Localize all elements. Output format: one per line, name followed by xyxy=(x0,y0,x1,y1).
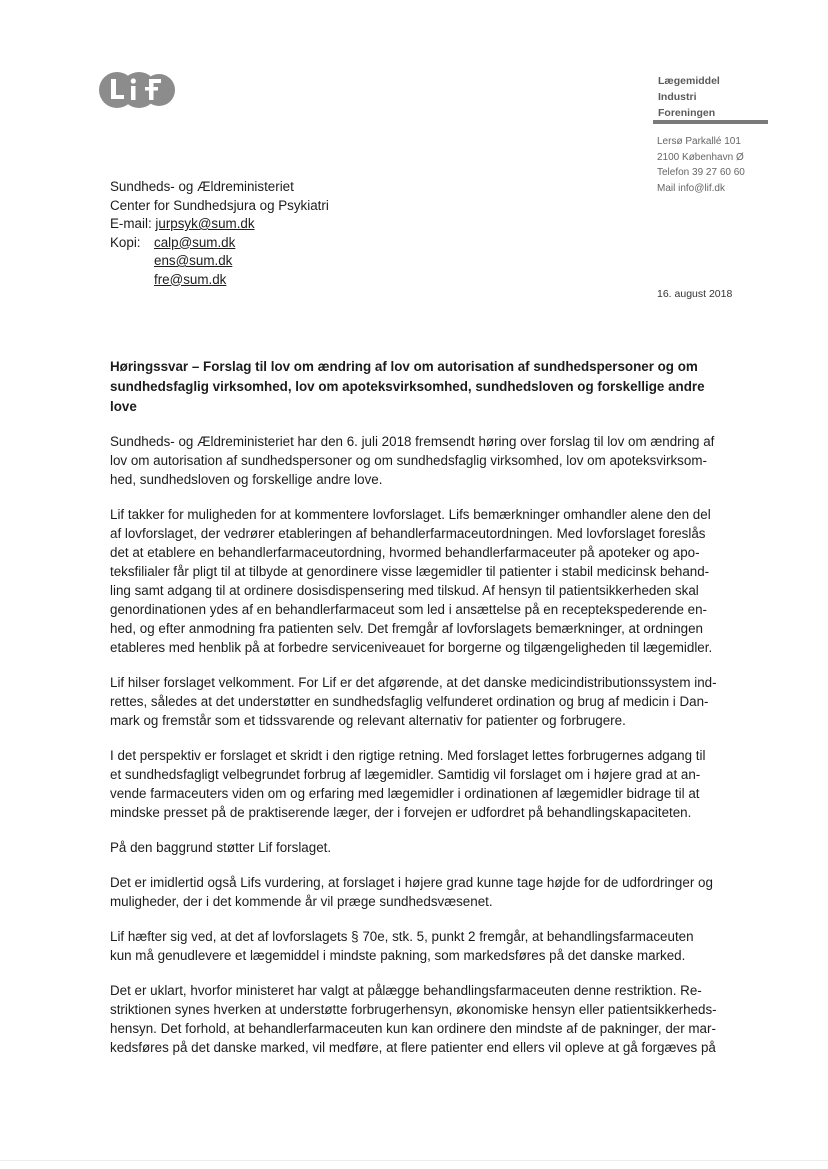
body-paragraph xyxy=(110,873,720,911)
paragraph-line: genordinationen ydes af en behandlerfarmaceut som led i ansættelse på en receptekspederende en- xyxy=(110,602,708,617)
paragraph-line: af lovforslaget, der vedrører etableringen af behandlerfarmaceutordningen. Med lovforslaget foreslås xyxy=(110,526,706,541)
kopi-email-link[interactable]: ens@sum.dk xyxy=(154,253,233,268)
paragraph-line: striktionen synes hverken at understøtte forbrugerhensyn, økonomiske hensyn eller patientsikkerheds- xyxy=(110,1002,717,1017)
header-rule xyxy=(653,120,768,124)
org-line: Lægemiddel xyxy=(658,75,720,87)
recipient-line: Sundheds- og Ældreministeriet xyxy=(110,179,294,194)
paragraph-line: På den baggrund støtter Lif forslaget. xyxy=(110,840,332,855)
lif-logo xyxy=(97,70,177,110)
paragraphs xyxy=(110,432,720,1057)
page-edge xyxy=(0,1160,828,1161)
kopi-label: Kopi: xyxy=(110,234,141,250)
body-paragraph xyxy=(110,432,720,489)
paragraph-line: hed, og efter anmodning fra patienten selv. Det fremgår af lovforslagets bemærkninger, at ordningen xyxy=(110,621,703,636)
org-line: Foreningen xyxy=(658,107,716,119)
paragraph-line: ling samt adgang til at ordinere dosisdispensering med tilskud. Af hensyn til patientsikkerheden skal xyxy=(110,583,699,598)
paragraph-line: det at etablere en behandlerfarmaceutordning, hvormed behandlerfarmaceuter på apoteker og apo- xyxy=(110,545,700,560)
recipient-block xyxy=(110,178,329,289)
paragraph-line: Sundheds- og Ældreministeriet har den 6. juli 2018 fremsendt høring over forslag til lov om ændring af xyxy=(110,434,715,449)
paragraph-line: kun må genudlevere et lægemiddel i mindste pakning, som markedsføres på det danske marked. xyxy=(110,948,686,963)
sender-address xyxy=(657,134,745,196)
kopi-row xyxy=(110,271,329,290)
body-paragraph xyxy=(110,505,720,657)
address-line: 2100 København Ø xyxy=(657,151,744,163)
body-paragraph xyxy=(110,927,720,965)
paragraph-line: lov om autorisation af sundhedspersoner og om sundhedsfaglig virksomhed, lov om apoteksvirksom- xyxy=(110,453,707,468)
body-paragraph xyxy=(110,981,720,1057)
email-link[interactable]: jurpsyk@sum.dk xyxy=(155,216,255,231)
paragraph-line: hed, sundhedsloven og forskellige andre love. xyxy=(110,472,383,487)
paragraph-line: kedsføres på det danske marked, vil medføre, at flere patienter end ellers vil opleve at gå forgæves på xyxy=(110,1040,716,1055)
email-label: E-mail: xyxy=(110,216,152,231)
subject-line: sundhedsfaglig virksomhed, lov om apoteksvirksomhed, sundhedsloven og forskellige andre xyxy=(110,379,705,394)
kopi-email-link[interactable]: calp@sum.dk xyxy=(154,234,236,250)
paragraph-line: muligheder, der i det kommende år vil præge sundhedsvæsenet. xyxy=(110,894,493,909)
paragraph-line: mark og fremstår som et tidssvarende og relevant alternativ for patienter og forbrugere. xyxy=(110,713,626,728)
kopi-row xyxy=(110,234,329,253)
paragraph-line: Lif takker for muligheden for at kommentere lovforslaget. Lifs bemærkninger omhandler alene den del xyxy=(110,507,711,522)
letter-body xyxy=(110,357,720,1073)
paragraph-line: rettes, således at det understøtter en sundhedsfaglig velfunderet ordination og brug af medicin i Dan- xyxy=(110,694,709,709)
paragraph-line: etableres med henblik på at forbedre serviceniveauet for borgerne og tilgængeligheden til lægemidler. xyxy=(110,640,713,655)
body-paragraph xyxy=(110,673,720,730)
paragraph-line: hensyn. Det forhold, at behandlerfarmaceuten kun kan ordinere den mindste af de pakninger, der mar- xyxy=(110,1021,716,1036)
kopi-email-link[interactable]: fre@sum.dk xyxy=(154,271,227,287)
paragraph-line: Lif hæfter sig ved, at det af lovforslagets § 70e, stk. 5, punkt 2 fremgår, at behandlingsfarmaceuten xyxy=(110,929,694,944)
organization-name xyxy=(658,73,720,121)
paragraph-line: teksfilialer får pligt til at tilbyde at genordinere visse lægemidler til patienter i stabil medicinsk behand- xyxy=(110,564,710,579)
subject-line: Høringssvar – Forslag til lov om ændring af lov om autorisation af sundhedspersoner og om xyxy=(110,359,698,374)
org-line: Industri xyxy=(658,91,697,103)
recipient-line: Center for Sundhedsjura og Psykiatri xyxy=(110,197,329,213)
subject-line: love xyxy=(110,399,137,414)
paragraph-line: Lif hilser forslaget velkomment. For Lif er det afgørende, at det danske medicindistributionssystem ind- xyxy=(110,675,717,690)
paragraph-line: Det er imidlertid også Lifs vurdering, at forslaget i højere grad kunne tage højde for de udfordringer og xyxy=(110,875,713,890)
paragraph-line: I det perspektiv er forslaget et skridt i den rigtige retning. Med forslaget lettes forbrugernes adgang til xyxy=(110,748,706,763)
body-paragraph xyxy=(110,746,720,822)
paragraph-line: vende farmaceuters viden om og erfaring med lægemidler i ordinationen af lægemidler bidrage til at xyxy=(110,786,700,801)
paragraph-line: Det er uklart, hvorfor ministeret har valgt at pålægge behandlingsfarmaceuten denne restriktion. Re- xyxy=(110,983,702,998)
kopi-row xyxy=(110,252,329,271)
paragraph-line: et sundhedsfagligt velbegrundet forbrug af lægemidler. Samtidig vil forslaget om i højere grad at an- xyxy=(110,767,701,782)
body-paragraph xyxy=(110,838,720,857)
letter-date: 16. august 2018 xyxy=(657,288,733,300)
address-line: Telefon 39 27 60 60 xyxy=(657,167,745,179)
email-row xyxy=(110,215,329,234)
address-line: Lersø Parkallé 101 xyxy=(657,136,741,147)
paragraph-line: mindske presset på de praktiserende læger, der i forvejen er udfordret på behandlingskapaciteten. xyxy=(110,805,692,820)
subject-heading xyxy=(110,357,720,417)
address-line: Mail info@lif.dk xyxy=(657,182,725,194)
